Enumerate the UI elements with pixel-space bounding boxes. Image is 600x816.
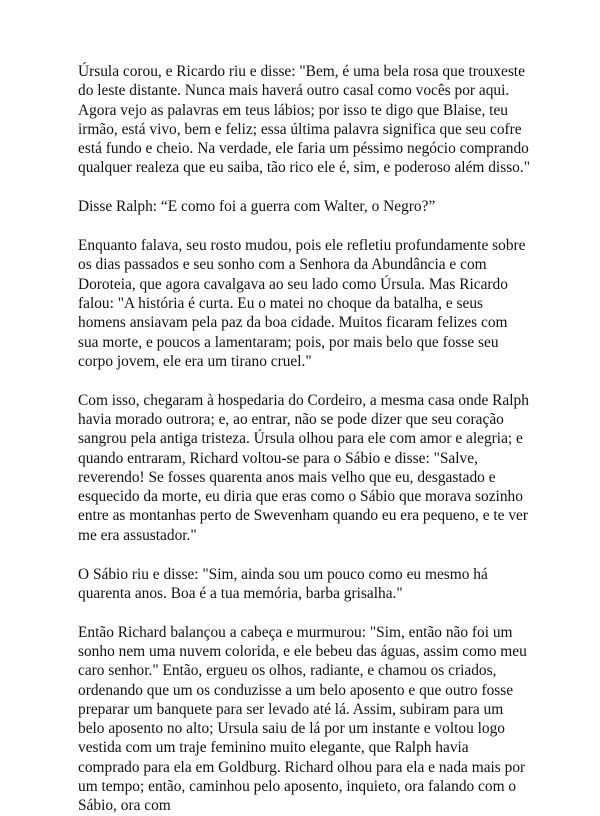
- paragraph-1: Úrsula corou, e Ricardo riu e disse: "Bem, é uma bela rosa que trouxeste do leste distante. Nunca mais haverá outro casal como vocês por aqui. Agora vejo as palavras em teus lábios; por isso te digo que Blaise, teu irmão, está vivo, bem e feliz; essa última palavra significa que seu cofre está fundo e cheio. Na verdade, ele faria um péssimo negócio comprando qualquer realeza que eu saiba, tão rico ele é, sim, e poderoso além disso.": [78, 63, 531, 177]
- paragraph-4: Com isso, chegaram à hospedaria do Cordeiro, a mesma casa onde Ralph havia morado outrora; e, ao entrar, não se pode dizer que seu coração sangrou pela antiga tristeza. Úrsula olhou para ele com amor e alegria; e quando entraram, Richard voltou-se para o Sábio e disse: "Salve, reverendo! Se fosses quarenta anos mais velho que eu, desgastado e esquecido da morte, eu diria que eras como o Sábio que morava sozinho entre as montanhas perto de Swevenham quando eu era pequeno, e te ver me era assustador.": [78, 391, 529, 544]
- paragraph-5: O Sábio riu e disse: "Sim, ainda sou um pouco como eu mesmo há quarenta anos. Boa é a tua memória, barba grisalha.": [78, 565, 488, 602]
- paragraph-3: Enquanto falava, seu rosto mudou, pois ele refletiu profundamente sobre os dias passados e seu sonho com a Senhora da Abundância e com Doroteia, que agora cavalgava ao seu lado como Úrsula. Mas Ricardo falou: "A história é curta. Eu o matei no choque da batalha, e seus homens ansiavam pela paz da boa cidade. Muitos ficaram felizes com sua morte, e poucos a lamentaram; pois, por mais belo que fosse seu corpo jovem, ele era um tirano cruel.": [78, 237, 526, 370]
- paragraph-6: Então Richard balançou a cabeça e murmurou: "Sim, então não foi um sonho nem uma nuvem colorida, e ele bebeu das águas, assim como meu caro senhor." Então, ergueu os olhos, radiante, e chamou os criados, ordenando que um os conduzisse a um belo aposento e que outro fosse preparar um banquete para ser levado até lá. Assim, subiram para um belo aposento no alto; Ursula saiu de lá por um instante e voltou logo vestida com um traje feminino muito elegante, que Ralph havia comprado para ela em Goldburg. Richard olhou para ela e nada mais por um tempo; então, caminhou pelo aposento, inquieto, ora falando com o Sábio, ora com: [78, 623, 527, 815]
- paragraph-2: Disse Ralph: “E como foi a guerra com Walter, o Negro?”: [78, 198, 436, 216]
